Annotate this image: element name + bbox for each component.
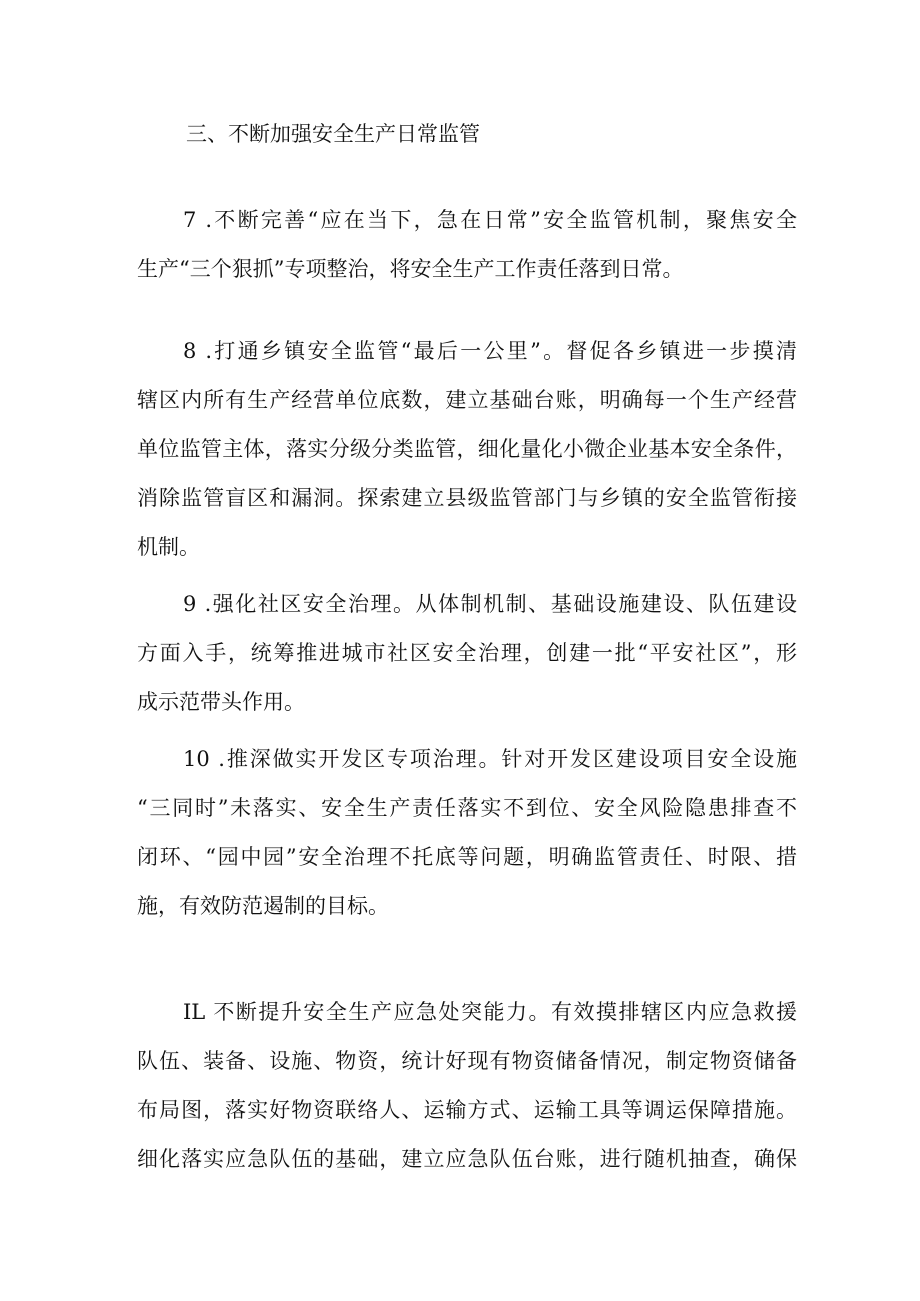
- paragraph-line: 闭环、“园中园”安全治理不托底等问题，明确监管责任、时限、措: [137, 845, 797, 869]
- paragraph-line: 7 .不断完善“应在当下，急在日常”安全监管机制，聚焦安全: [183, 208, 797, 232]
- paragraph-line: 成示范带头作用。: [137, 690, 305, 714]
- paragraph-line: 10 .推深做实开发区专项治理。针对开发区建设项目安全设施: [183, 747, 797, 771]
- paragraph-line: 施，有效防范遏制的目标。: [137, 894, 389, 918]
- paragraph-line: IL 不断提升安全生产应急处突能力。有效摸排辖区内应急救援: [183, 1000, 797, 1024]
- paragraph-line: 9 .强化社区安全治理。从体制机制、基础设施建设、队伍建设: [183, 592, 797, 616]
- paragraph-line: 消除监管盲区和漏洞。探索建立县级监管部门与乡镇的安全监管衔接: [137, 486, 797, 510]
- paragraph-item-9: [137, 580, 797, 727]
- paragraph-item-11: [137, 988, 797, 1184]
- paragraph-line: 生产“三个狠抓”专项整治，将安全生产工作责任落到日常。: [137, 257, 684, 281]
- section-heading: 三、不断加强安全生产日常监管: [186, 122, 480, 146]
- paragraph-line: 方面入手，统筹推进城市社区安全治理，创建一批“平安社区”，形: [137, 641, 797, 665]
- paragraph-line: 辖区内所有生产经营单位底数，建立基础台账，明确每一个生产经营: [137, 388, 797, 412]
- paragraph-line: 8 .打通乡镇安全监管“最后一公里”。督促各乡镇进一步摸清: [183, 339, 797, 363]
- paragraph-line: “三同时”未落实、安全生产责任落实不到位、安全风险隐患排查不: [137, 796, 797, 820]
- paragraph-line: 队伍、装备、设施、物资，统计好现有物资储备情况，制定物资储备: [137, 1049, 797, 1073]
- paragraph-item-10: [137, 735, 797, 931]
- paragraph-line: 布局图，落实好物资联络人、运输方式、运输工具等调运保障措施。: [137, 1098, 797, 1122]
- paragraph-item-8: [137, 327, 797, 572]
- paragraph-line: 单位监管主体，落实分级分类监管，细化量化小微企业基本安全条件，: [137, 437, 797, 461]
- paragraph-line: 细化落实应急队伍的基础，建立应急队伍台账，进行随机抽查，确保: [137, 1147, 797, 1171]
- paragraph-line: 机制。: [137, 535, 200, 559]
- paragraph-item-7: [137, 196, 797, 294]
